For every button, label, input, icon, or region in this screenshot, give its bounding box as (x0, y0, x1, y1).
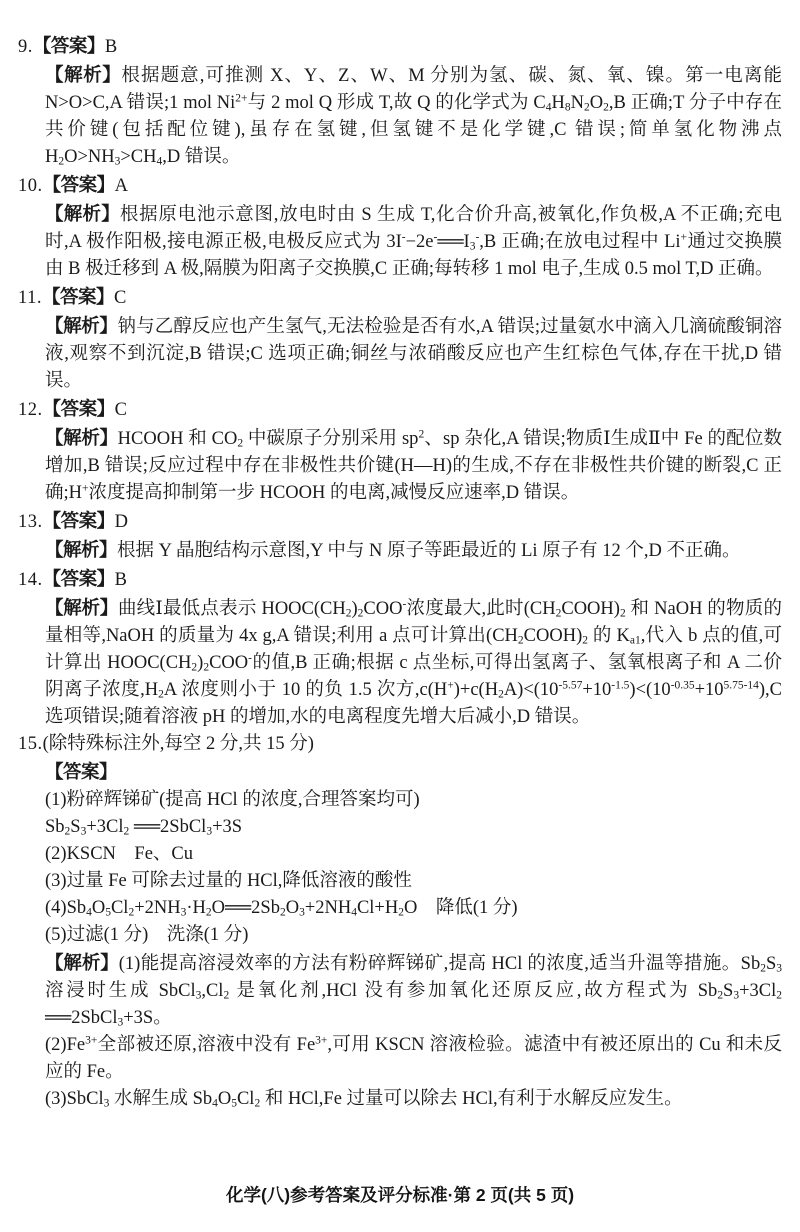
answer-item-10 (18, 171, 782, 283)
answer-item-15 (18, 731, 782, 1113)
answer-letter: C (114, 400, 127, 420)
analysis-paragraph (45, 200, 782, 283)
answer-letter: D (114, 512, 129, 532)
analysis-text: 根据 Y 晶胞结构示意图,Y 中与 N 原子等距最近的 Li 原子有 12 个,D 不正确。 (117, 541, 741, 561)
answer-line (18, 171, 782, 200)
page-footer: 化学(八)参考答案及评分标准·第 2 页(共 5 页) (225, 1185, 575, 1205)
answer-line (18, 565, 782, 594)
analysis-paragraph (45, 536, 782, 565)
answer-line (18, 395, 782, 424)
answer-letter: C (113, 288, 127, 308)
question-number: 9. (18, 37, 33, 57)
answer-item-13 (18, 507, 782, 565)
analysis-text: (1)能提高溶浸效率的方法有粉碎辉锑矿,提高 HCl 的浓度,适当升温等措施。$Sb_2S_3$ 溶浸时生成 $SbCl_3,Cl_2$ 是氧化剂,HCl 没有参加氧化还原反应,故方程式为 $Sb_2S_3+3Cl_2$ ══2SbCl$_3$+3S。 (45, 954, 782, 1029)
analysis-paragraph (45, 312, 782, 395)
analysis-text: HCOOH 和 $CO_2$ 中碳原子分别采用 $sp^2$、sp 杂化,A 错误;物质Ⅰ生成Ⅱ中 Fe 的配位数增加,B 错误;反应过程中存在非极性共价键(H—H)的生成,不存在非极性共价键的断裂,C 正确;H+浓度提高抑制第一步 HCOOH 的电离,减慢反应速率,D 错误。 (45, 428, 783, 503)
answer-label: 【答案】 (32, 35, 105, 56)
answer-item-12 (18, 395, 782, 507)
question-number: 11. (18, 288, 42, 308)
question-number: 14. (18, 570, 43, 590)
analysis-text: 根据题意,可推测 X、Y、Z、W、M 分别为氢、碳、氮、氧、镍。第一电离能 N>O>C,A 错误;1 mol $Ni^{2+}$与 2 mol Q 形成 T,故 Q 的化学式为 $C_4H_8N_2O_2,B$ 正确;T 分子中存在共价键(包括配位键),虽存在氢键,但氢键不是化学键,C 错误;简单氢化物沸点 $H_2O>NH_3>CH_4,D$ 错误。 (45, 66, 782, 168)
analysis-label: 【解析】 (45, 64, 122, 85)
analysis-label: 【解析】 (45, 315, 118, 336)
answer-label: 【答案】 (42, 398, 115, 419)
question-number: 12. (18, 400, 43, 420)
answer-label: 【答案】 (45, 761, 118, 782)
question-number: 15. (18, 734, 43, 754)
analysis-text: 钠与乙醇反应也产生氢气,无法检验是否有水,A 错误;过量氨水中滴入几滴硫酸铜溶液,观察不到沉淀,B 错误;C 选项正确;铜丝与浓硝酸反应也产生红棕色气体,存在干扰,D 错误。 (45, 317, 782, 391)
answer-label: 【答案】 (41, 286, 114, 307)
analysis-paragraph (45, 61, 782, 171)
answer-line-5: (5)过滤(1 分) 洗涤(1 分) (45, 925, 249, 945)
analysis-label: 【解析】 (45, 539, 118, 560)
question-15-header (18, 731, 782, 758)
answer-letter: B (114, 570, 127, 590)
analysis-label: 【解析】 (45, 952, 119, 973)
question-number: 10. (18, 176, 43, 196)
answer-line (18, 32, 782, 61)
answer-line-3: (3)过量 Fe 可除去过量的 HCl,降低溶液的酸性 (45, 871, 412, 891)
analysis-paragraph (45, 424, 782, 507)
analysis-paragraph-1 (45, 949, 782, 1032)
answer-item-9 (18, 32, 782, 171)
analysis-paragraph (45, 594, 782, 731)
analysis-paragraph-2: $(2)Fe^{3+}$全部被还原,溶液中没有 $Fe^{3+}$,可用 KSCN 溶液检验。滤渣中有被还原出的 Cu 和未反应的 Fe。 (45, 1034, 782, 1082)
answer-line-4: $(4)Sb_4O_5Cl_2+2NH_3\cdot H_2O══2Sb_2O_3+2NH_4Cl+H_2O$ 降低(1 分) (45, 898, 518, 919)
analysis-label: 【解析】 (45, 427, 118, 448)
answer-line (18, 507, 782, 536)
answer-item-11 (18, 283, 782, 395)
scoring-note: (除特殊标注外,每空 2 分,共 15 分) (42, 734, 314, 754)
answer-line-1: (1)粉碎辉锑矿(提高 HCl 的浓度,合理答案均可) (45, 790, 420, 810)
answer-letter: B (104, 37, 118, 57)
analysis-label: 【解析】 (45, 203, 120, 224)
answer-line-2: (2)KSCN Fe、Cu (45, 844, 194, 864)
analysis-text: 根据原电池示意图,放电时由 S 生成 T,化合价升高,被氧化,作负极,A 不正确;充电时,A 极作阳极,接电源正极,电极反应式为 $3I^--2e^-══I_3^-,B$ 正确;在放电过程中 Li+通过交换膜由 B 极迁移到 A 极,隔膜为阳离子交换膜,C 正确;每转移 1 mol 电子,生成 0.5 mol T,D 正确。 (45, 205, 782, 279)
answer-label: 【答案】 (42, 510, 115, 531)
analysis-text: 曲线Ⅰ最低点表示 $HOOC(CH_2)_2COO^-$浓度最大,此时$(CH_2COOH)_2$ 和 NaOH 的物质的量相等,NaOH 的质量为 4x g,A 错误;利用 a 点可计算出$(CH_2COOH)_2$ 的 $K_{a1}$,代入 b 点的值,可计算出 $HOOC(CH_2)_2COO^-$的值,B 正确;根据 c 点坐标,可得出氢离子、氢氧根离子和 A 二价阴离子浓度$,H_2A$ 浓度则小于 10 的负 1.5 次方$,c(H^+)+c(H_2A)<(10^{-5.57}+10^{-1.5})<(10^{-0.35}+10^{5.75-14}),C$ 选项错误;随着溶液 pH 的增加,水的电离程度先增大后减小,D 错误。 (45, 598, 782, 727)
analysis-paragraph-3: (3)SbCl$_3$ 水解生成 $Sb_4O_5Cl_2$ 和 HCl,Fe 过量可以除去 HCl,有利于水解反应发生。 (45, 1089, 683, 1110)
chemical-equation: $Sb_2S_3+3Cl_2$ ══2SbCl$_3$+3S (45, 817, 243, 838)
answer-item-14 (18, 565, 782, 731)
answer-line (18, 283, 782, 312)
document-page (18, 32, 782, 1113)
question-number: 13. (18, 512, 43, 532)
answer-letter: A (114, 176, 129, 196)
answer-label-line (45, 758, 782, 787)
answer-label: 【答案】 (42, 568, 115, 589)
answer-label: 【答案】 (42, 174, 115, 195)
analysis-label: 【解析】 (45, 597, 118, 618)
